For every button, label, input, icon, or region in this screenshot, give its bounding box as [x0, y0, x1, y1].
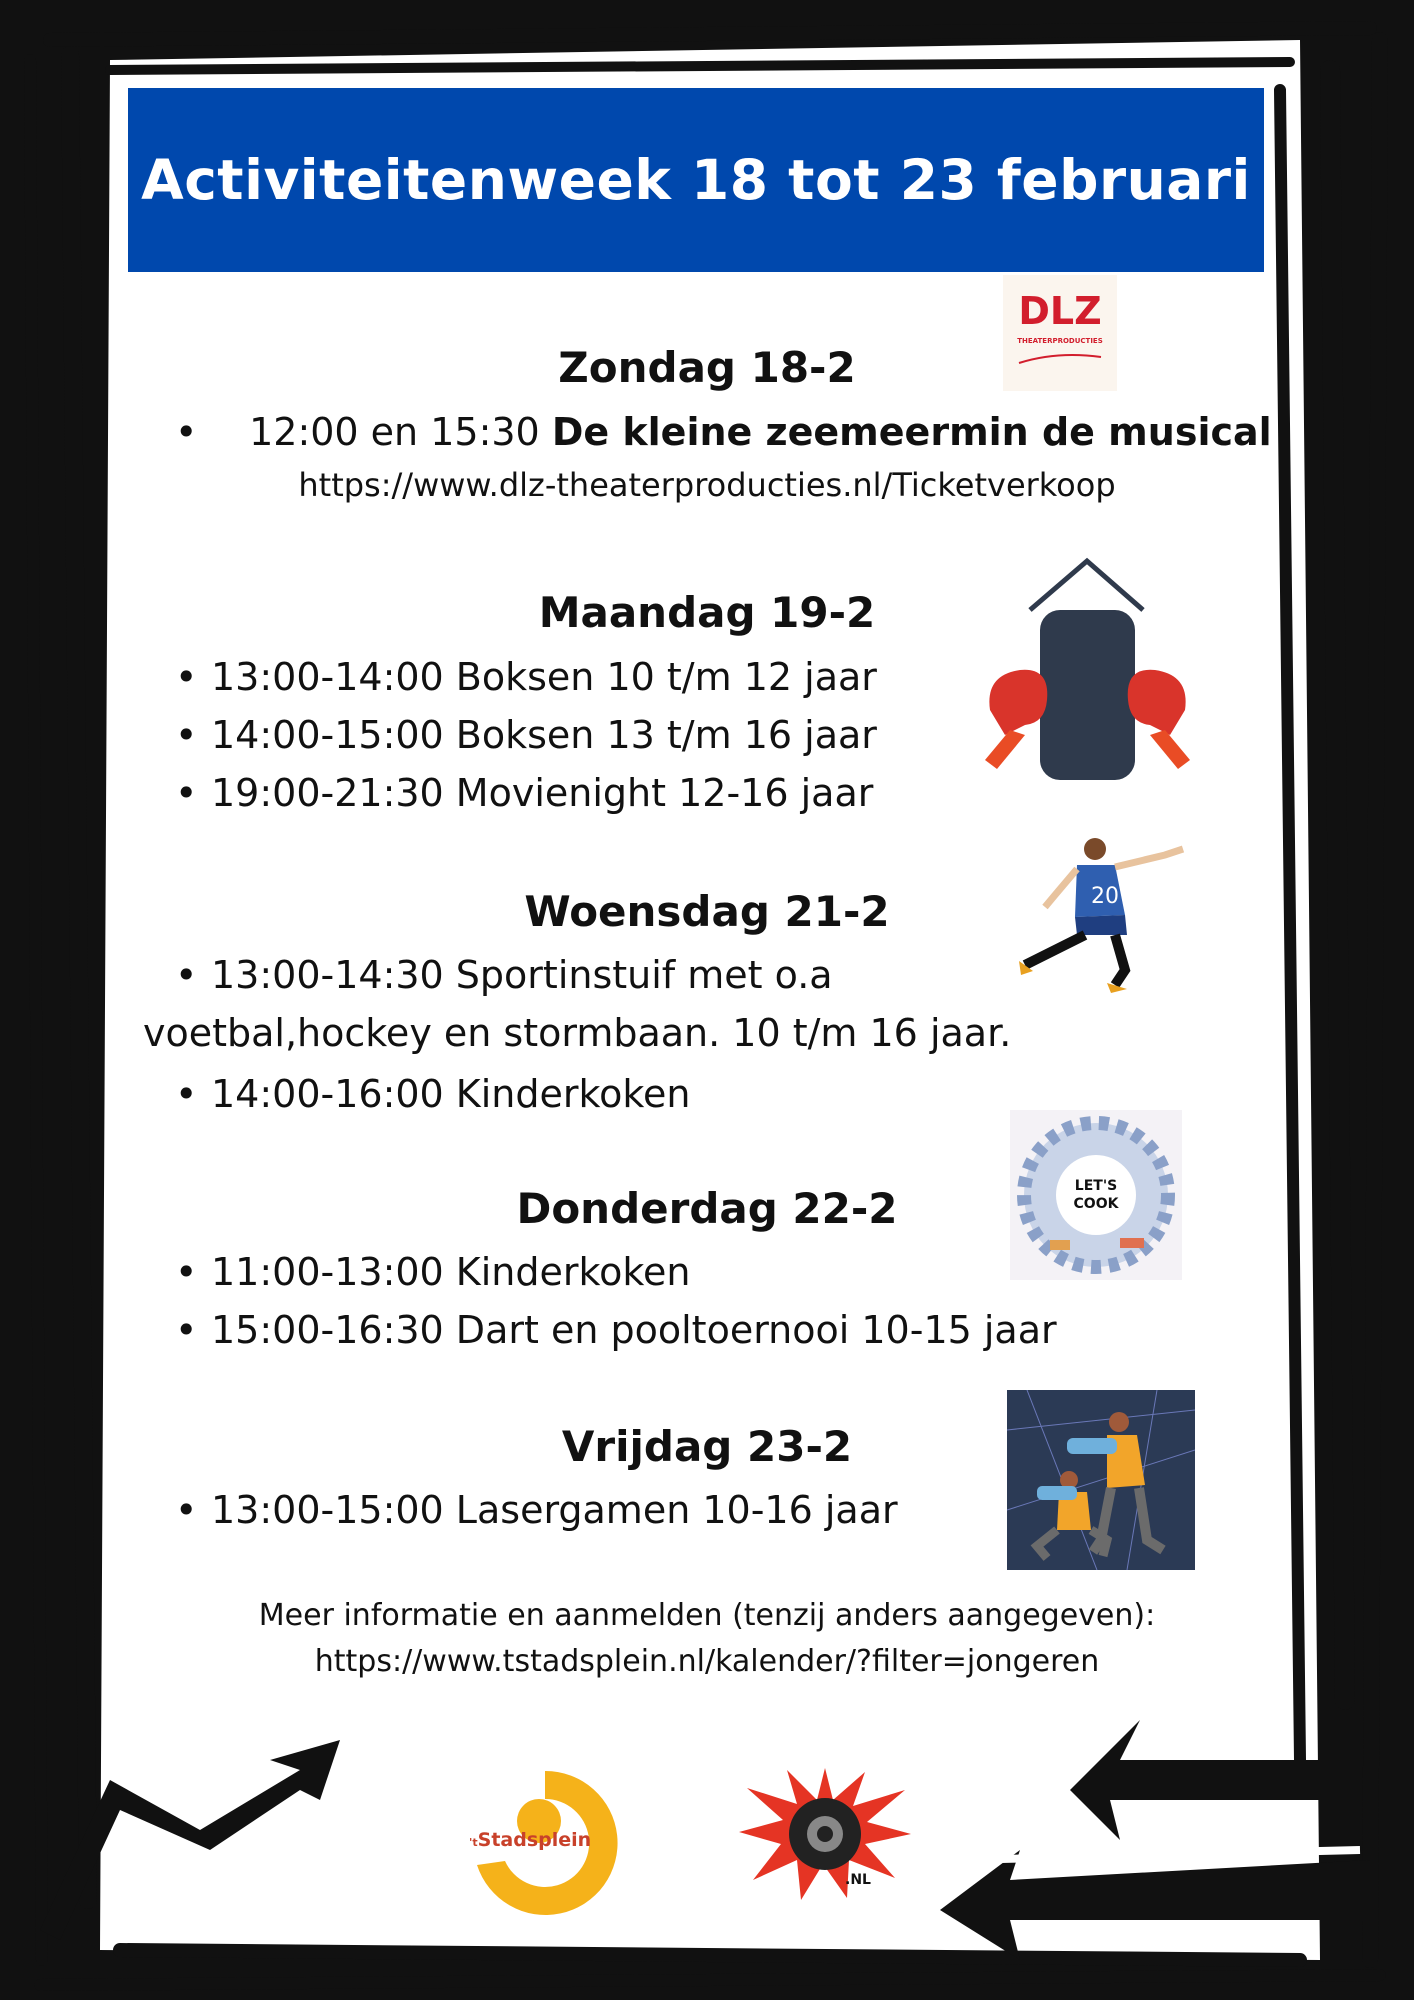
bullet-icon: • [175, 655, 198, 699]
item-text: 13:00-14:00 Boksen 10 t/m 12 jaar [211, 655, 877, 699]
list-item [175, 1072, 691, 1116]
item-text: 13:00-14:30 Sportinstuif met o.a [211, 953, 833, 997]
day-heading-friday: Vrijdag 23-2 [561, 1422, 853, 1471]
ticket-link[interactable]: https://www.dlz-theaterproducties.nl/Ticketverkoop [298, 466, 1116, 504]
jongeren-logo-text: .NL [845, 1872, 871, 1888]
list-item [175, 1250, 691, 1294]
item-title: De kleine zeemeermin de musical [551, 410, 1272, 454]
bullet-icon: • [175, 1488, 198, 1532]
day-heading-thursday: Donderdag 22-2 [516, 1184, 898, 1233]
list-item [175, 713, 877, 757]
stadsplein-wordmark [469, 1829, 591, 1851]
svg-text:20: 20 [1091, 884, 1119, 909]
bullet-icon: • [175, 1072, 198, 1116]
stadsplein-name: Stadsplein [477, 1829, 592, 1851]
item-text: 14:00-16:00 Kinderkoken [211, 1072, 691, 1116]
info-link[interactable]: https://www.tstadsplein.nl/kalender/?filter=jongeren [314, 1644, 1100, 1679]
item-time: 12:00 en 15:30 [249, 410, 540, 454]
info-text: Meer informatie en aanmelden (tenzij anders aangegeven): [258, 1598, 1156, 1633]
item-text: 15:00-16:30 Dart en pooltoernooi 10-15 jaar [211, 1308, 1057, 1352]
list-item [175, 771, 873, 815]
laser-game-icon [1007, 1390, 1195, 1570]
list-item [175, 1308, 1057, 1352]
page-title: Activiteitenweek 18 tot 23 februari [141, 148, 1251, 212]
bullet-icon: • [175, 1250, 198, 1294]
list-item [175, 410, 1272, 454]
dlz-logo-text: DLZ [1018, 289, 1102, 333]
cook-line2: COOK [1073, 1196, 1119, 1212]
bullet-icon: • [175, 1308, 198, 1352]
bullet-icon: • [175, 410, 198, 454]
dlz-logo-subtext: THEATERPRODUCTIES [1017, 337, 1103, 345]
list-item [175, 953, 833, 997]
bullet-icon: • [175, 771, 198, 815]
day-heading-wednesday: Woensdag 21-2 [524, 887, 890, 936]
bullet-icon: • [175, 713, 198, 757]
day-heading-sunday: Zondag 18-2 [558, 343, 856, 392]
list-item [175, 655, 877, 699]
bullet-icon: • [175, 953, 198, 997]
list-item-continuation: voetbal,hockey en stormbaan. 10 t/m 16 jaar. [143, 1011, 1012, 1055]
jongeren-logo [735, 1760, 915, 1905]
item-text: 11:00-13:00 Kinderkoken [211, 1250, 691, 1294]
day-heading-monday: Maandag 19-2 [538, 588, 876, 637]
stadsplein-logo [465, 1765, 625, 1920]
speaker-burst-icon [735, 1760, 915, 1905]
item-text: 14:00-15:00 Boksen 13 t/m 16 jaar [211, 713, 877, 757]
item-text: 13:00-15:00 Lasergamen 10-16 jaar [211, 1488, 898, 1532]
title-banner [128, 88, 1264, 272]
stadsplein-prefix: 't [469, 1836, 478, 1849]
list-item [175, 1488, 898, 1532]
item-text: 19:00-21:30 Movienight 12-16 jaar [211, 771, 874, 815]
cook-line1: LET'S [1074, 1178, 1118, 1194]
